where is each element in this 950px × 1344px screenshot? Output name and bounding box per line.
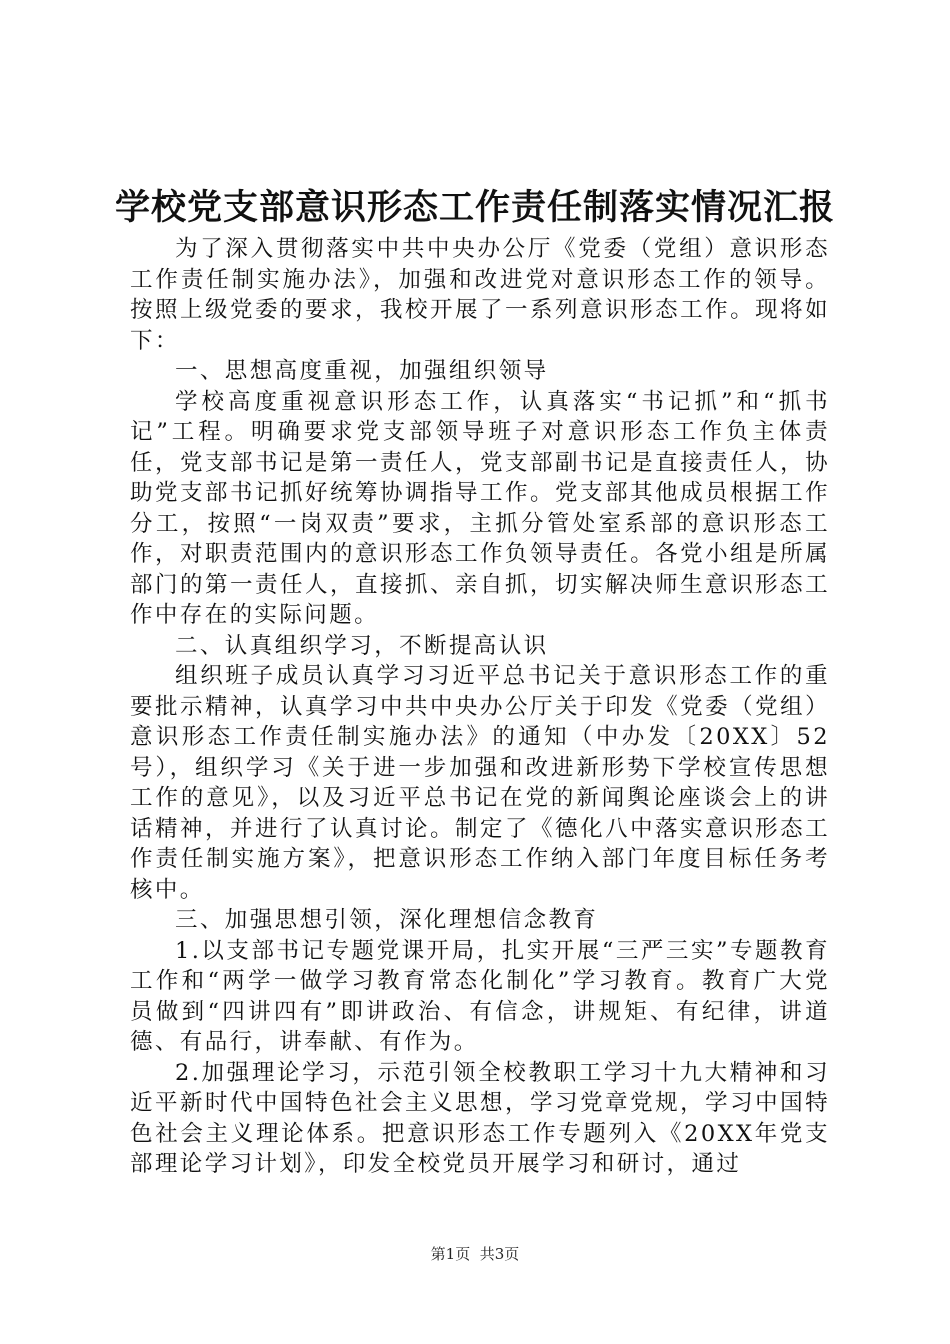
section-heading-3: 三、加强思想引领，深化理想信念教育: [175, 907, 599, 933]
page-total: 共3页: [479, 1245, 520, 1263]
page-number: 第1页: [430, 1245, 471, 1263]
section-2-paragraph: 组织班子成员认真学习习近平总书记关于意识形态工作的重要批示精神，认真学习中共中央办公厅关于印发《党委（党组）意识形态工作责任制实施办法》的通知（中办发〔20XX〕52号），组织学习《关于进一步加强和改进新形势下学校宣传思想工作的意见》，以及习近平总书记在党的新闻舆论座谈会上的讲话精神，并进行了认真讨论。制定了《德化八中落实意识形态工作责任制实施方案》，把意识形态工作纳入部门年度目标任务考核中。: [130, 663, 830, 903]
document-title: 学校党支部意识形态工作责任制落实情况汇报: [114, 187, 835, 228]
document-body: [130, 234, 830, 1180]
page-footer: [0, 1244, 950, 1264]
section-3-item-1: 1.以支部书记专题党课开局，扎实开展“三严三实”专题教育工作和“两学一做学习教育常态化制化”学习教育。教育广大党员做到“四讲四有”即讲政治、有信念，讲规矩、有纪律，讲道德、有品行，讲奉献、有作为。: [130, 937, 830, 1055]
section-1-paragraph: 学校高度重视意识形态工作，认真落实“书记抓”和“抓书记”工程。明确要求党支部领导班子对意识形态工作负主体责任，党支部书记是第一责任人，党支部副书记是直接责任人，协助党支部书记抓好统筹协调指导工作。党支部其他成员根据工作分工，按照“一岗双责”要求，主抓分管处室系部的意识形态工作，对职责范围内的意识形态工作负领导责任。各党小组是所属部门的第一责任人，直接抓、亲自抓，切实解决师生意识形态工作中存在的实际问题。: [130, 388, 830, 628]
section-3-item-2: 2.加强理论学习，示范引领全校教职工学习十九大精神和习近平新时代中国特色社会主义思想，学习党章党规，学习中国特色社会主义理论体系。把意识形态工作专题列入《20XX年党支部理论学习计划》，印发全校党员开展学习和研讨，通过: [130, 1059, 830, 1177]
section-heading-1: 一、思想高度重视，加强组织领导: [175, 358, 549, 384]
section-heading-2: 二、认真组织学习，不断提高认识: [175, 632, 549, 659]
intro-paragraph: 为了深入贯彻落实中共中央办公厅《党委（党组）意识形态工作责任制实施办法》，加强和改进党对意识形态工作的领导。按照上级党委的要求，我校开展了一系列意识形态工作。现将如下：: [130, 236, 830, 354]
